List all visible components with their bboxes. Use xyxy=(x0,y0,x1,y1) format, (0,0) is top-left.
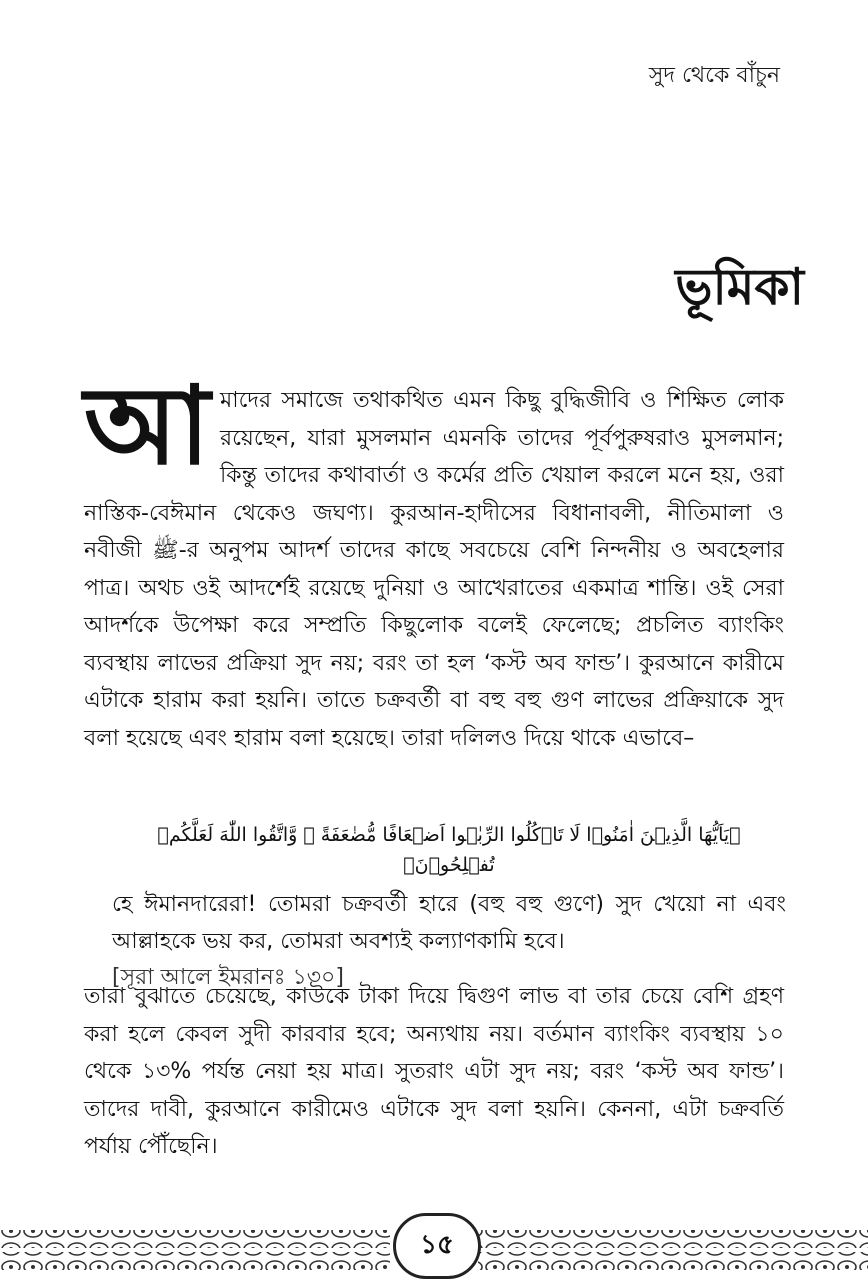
dropcap-letter: আ xyxy=(84,363,210,489)
intro-paragraph: মাদের সমাজে তথাকথিত এমন কিছু বুদ্ধিজীবি ও শিক্ষিত লোক রয়েছেন, যারা মুসলমান এমনকি তাদের পূর্বপুরুষরাও মুসলমান; কিন্তু তাদের কথাবার্তা ও কর্মের প্রতি খেয়াল করলে মনে হয়, ওরা নাস্তিক-বেঈমান থেকেও জঘণ্য। কুরআন-হাদীসের বিধানাবলী, নীতিমালা ও নবীজী ﷺ-র অনুপম আদর্শ তাদের কাছে সবচেয়ে বেশি নিন্দনীয় ও অবহেলার পাত্র। অথচ ওই আদর্শেই রয়েছে দুনিয়া ও আখেরাতের একমাত্র শান্তি। ওই সেরা আদর্শকে উপেক্ষা করে সম্প্রতি কিছুলোক বলেই ফেলেছে; প্রচলিত ব্যাংকিং ব্যবস্থায় লাভের প্রক্রিয়া সুদ নয়; বরং তা হল ‘কস্ট অব ফান্ড’। কুরআনে কারীমে এটাকে হারাম করা হয়নি। তাতে চক্রবর্তী বা বহু বহু গুণ লাভের প্রক্রিয়াকে সুদ বলা হয়েছে এবং হারাম বলা হয়েছে। তারা দলিলও দিয়ে থাকে এভাবে– xyxy=(84,388,785,751)
arabic-verse: ﴿يَاَيُّهَا الَّذِيۡنَ اٰمَنُوۡا لَا تَاۡكُلُوا الرِّبٰۤوا اَضۡعَافًا مُّضٰعَفَةً ۪ وَّاتَّقُوا اللّٰهَ لَعَلَّكُمۡ تُفۡلِحُوۡنَ﴾ xyxy=(157,824,741,876)
quran-quote xyxy=(112,820,786,997)
verse-translation: হে ঈমানদারেরা! তোমরা চক্রবর্তী হারে (বহু বহু গুণে) সুদ খেয়ো না এবং আল্লাহকে ভয় কর, তোমরা অবশ্যই কল্যাণকামি হবে। xyxy=(112,892,786,954)
verse-reference: [সূরা আলে ইমরানঃ ১৩০] xyxy=(112,965,344,990)
running-header: সুদ থেকে বাঁচুন xyxy=(648,63,780,88)
second-paragraph: তারা বুঝাতে চেয়েছে, কাউকে টাকা দিয়ে দ্বিগুণ লাভ বা তার চেয়ে বেশি গ্রহণ করা হলে কেবল সুদী কারবার হবে; অন্যথায় নয়। বর্তমান ব্যাংকিং ব্যবস্থায় ১০ থেকে ১৩% পর্যন্ত নেয়া হয় মাত্র। সুতরাং এটা সুদ নয়; বরং ‘কস্ট অব ফান্ড’। তাদের দাবী, কুরআনে কারীমেও এটাকে সুদ বলা হয়নি। কেননা, এটা চক্রবর্তি পর্যায় পৌঁছেনি। xyxy=(84,984,784,1159)
chapter-title: ভূমিকা xyxy=(675,258,804,316)
intro-section xyxy=(84,363,785,757)
page-number: ১৫ xyxy=(393,1213,481,1279)
